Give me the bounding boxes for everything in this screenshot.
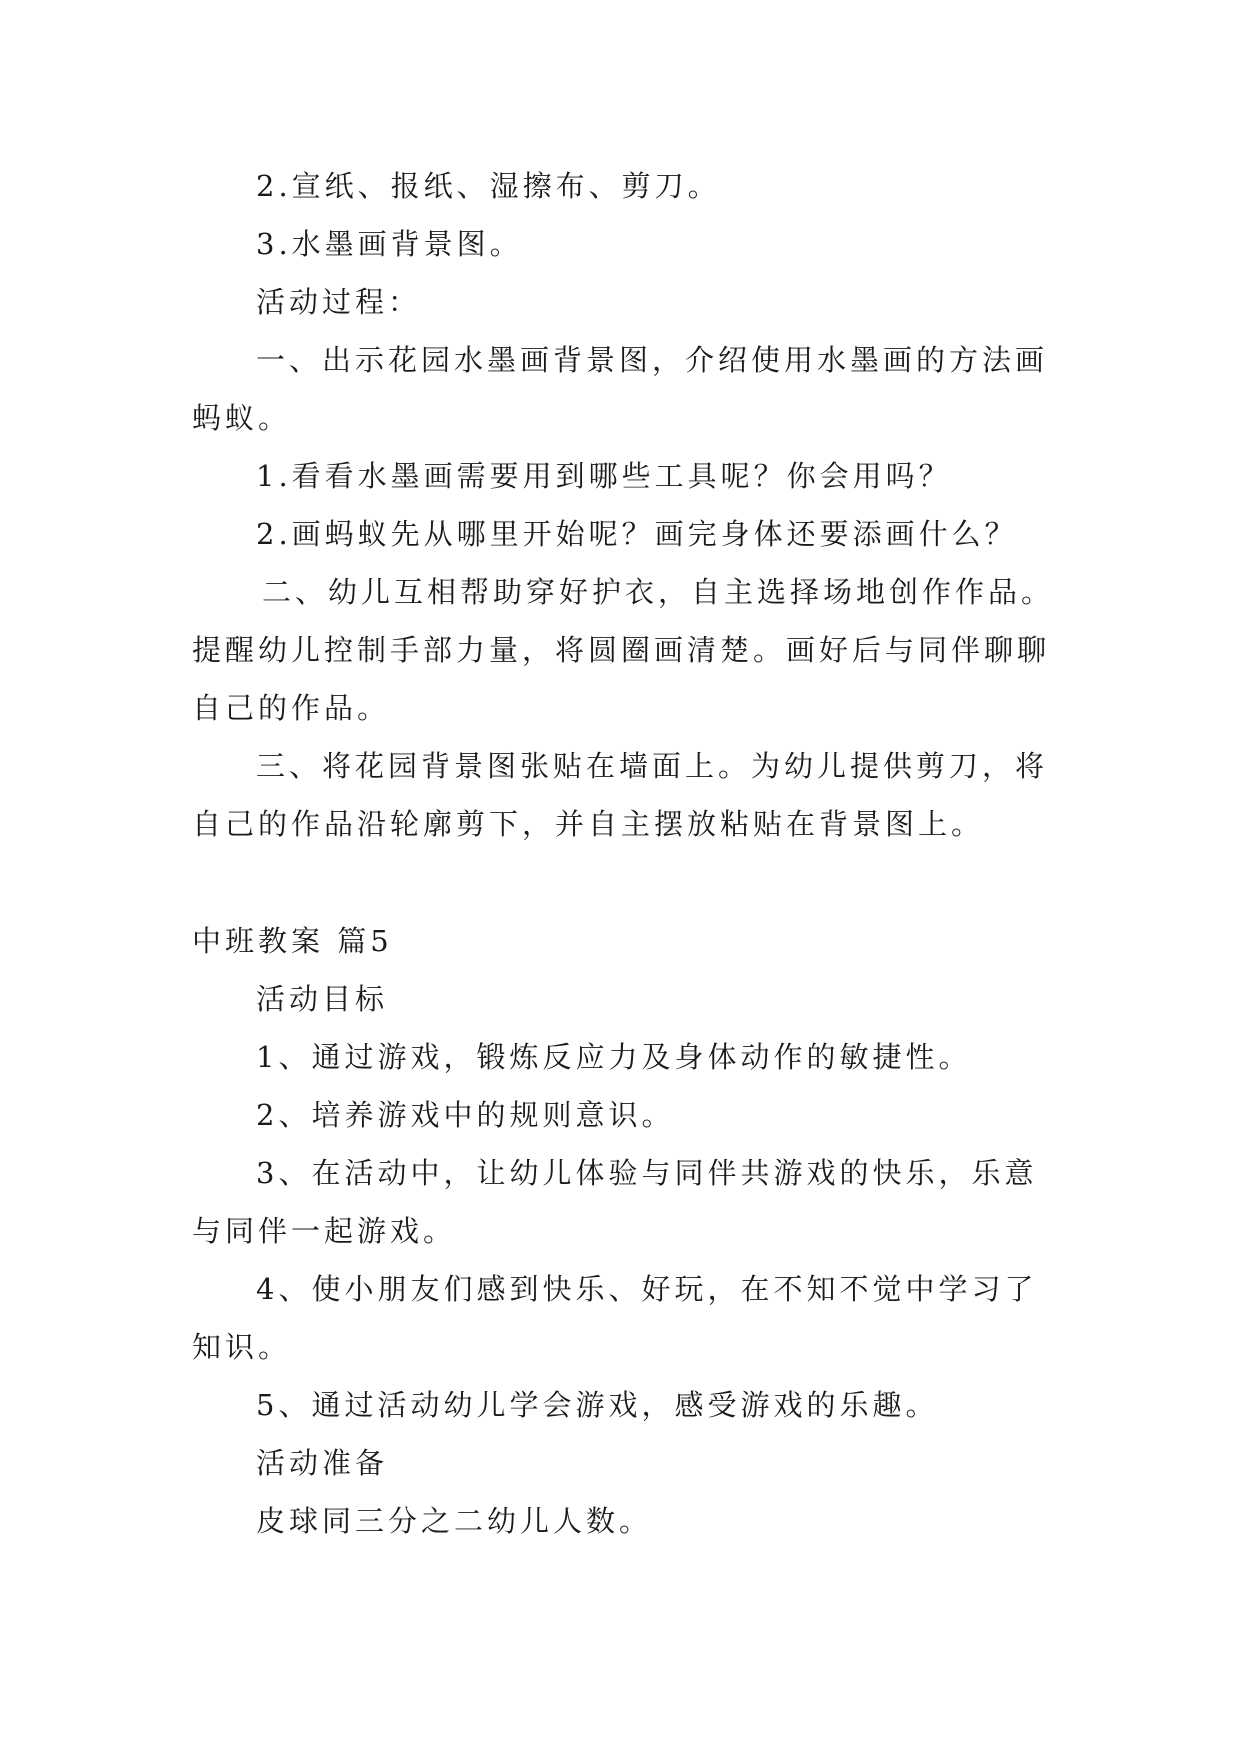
goal-5: 5、通过活动幼儿学会游戏，感受游戏的乐趣。	[256, 1388, 939, 1422]
section-title: 中班教案 篇5	[192, 924, 393, 958]
goals-heading: 活动目标	[256, 982, 389, 1016]
prep-item-1: 皮球同三分之二幼儿人数。	[256, 1504, 653, 1538]
process-step-2-line-1: 二、幼儿互相帮助穿好护衣，自主选择场地创作作品。	[262, 575, 1055, 609]
step-1-question-2: 2.画蚂蚁先从哪里开始呢？画完身体还要添画什么？	[256, 517, 1018, 551]
goal-2: 2、培养游戏中的规则意识。	[256, 1098, 675, 1132]
goal-4-line-2: 知识。	[192, 1330, 292, 1364]
process-step-1-line-2: 蚂蚁。	[192, 401, 292, 435]
goal-4-line-1: 4、使小朋友们感到快乐、好玩，在不知不觉中学习了	[256, 1272, 1038, 1306]
goal-1: 1、通过游戏，锻炼反应力及身体动作的敏捷性。	[256, 1040, 972, 1074]
process-step-2-line-3: 自己的作品。	[192, 691, 391, 725]
process-step-1-line-1: 一、出示花园水墨画背景图，介绍使用水墨画的方法画	[256, 343, 1049, 377]
materials-item-2: 2.宣纸、报纸、湿擦布、剪刀。	[256, 169, 721, 203]
process-step-2-line-2: 提醒幼儿控制手部力量，将圆圈画清楚。画好后与同伴聊聊	[192, 633, 1051, 667]
goal-3-line-2: 与同伴一起游戏。	[192, 1214, 457, 1248]
materials-item-3: 3.水墨画背景图。	[256, 227, 523, 261]
process-heading: 活动过程：	[256, 285, 422, 319]
step-1-question-1: 1.看看水墨画需要用到哪些工具呢？你会用吗？	[256, 459, 952, 493]
process-step-3-line-2: 自己的作品沿轮廓剪下，并自主摆放粘贴在背景图上。	[192, 807, 985, 841]
prep-heading: 活动准备	[256, 1446, 389, 1480]
goal-3-line-1: 3、在活动中，让幼儿体验与同伴共游戏的快乐，乐意	[256, 1156, 1038, 1190]
process-step-3-line-1: 三、将花园背景图张贴在墙面上。为幼儿提供剪刀，将	[256, 749, 1049, 783]
